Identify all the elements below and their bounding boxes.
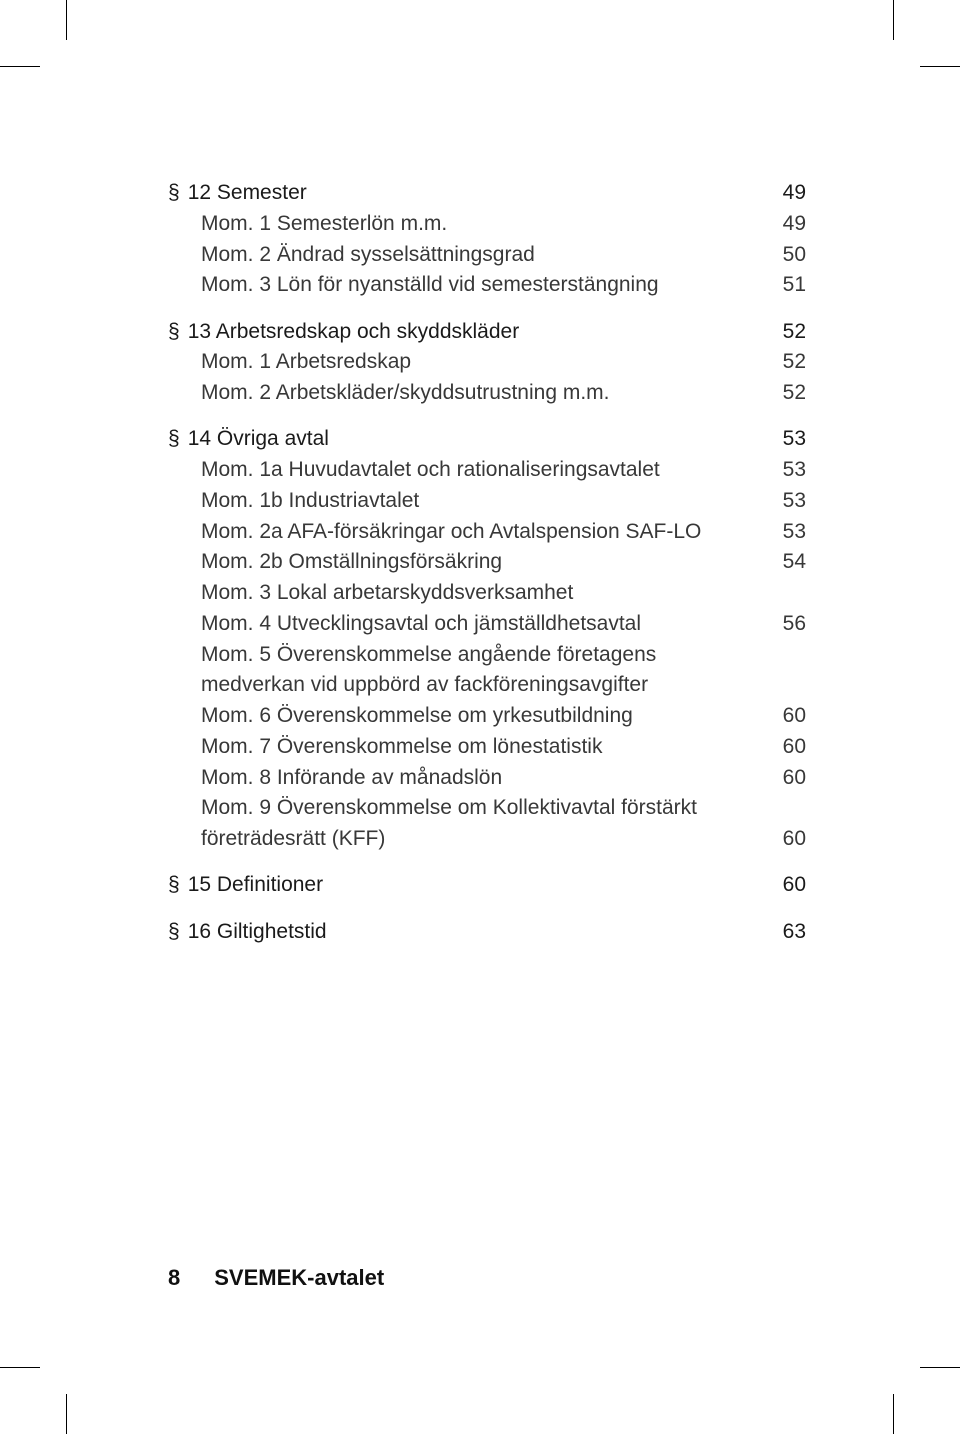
toc-sub-entry [168,793,806,824]
section-symbol: § [168,181,180,204]
toc-sub-entry-title: Mom. 2 Ändrad sysselsättningsgrad [201,242,535,266]
toc-page-number: 60 [782,734,806,758]
toc-section-14 [168,424,806,855]
toc-entry-label [168,317,519,348]
toc-sub-entry-title: Mom. 2 Arbetskläder/skyddsutrustning m.m. [201,381,610,404]
toc-entry [168,870,806,901]
toc-sub-entry [168,209,806,240]
toc-sub-entry [168,640,806,671]
page-footer [168,1264,384,1292]
toc-sub-entry [168,732,806,763]
toc-sub-entry-title: Mom. 1b Industriavtalet [201,488,420,512]
toc-sub-entry [168,609,806,640]
footer-document-title: SVEMEK-avtalet [214,1265,385,1290]
crop-mark-top-right-vertical [893,0,894,40]
toc-sub-entry-title: Mom. 4 Utvecklingsavtal och jämställdhetsavtal [201,611,642,635]
toc-sub-entry-title: Mom. 7 Överenskommelse om lönestatistik [201,734,603,758]
toc-page-number: 60 [782,827,806,850]
toc-section-12 [168,178,806,301]
toc-sub-entry [168,547,806,578]
toc-sub-entry [168,701,806,732]
crop-mark-top-right-horizontal [920,66,960,67]
crop-mark-bottom-right-vertical [893,1394,894,1434]
crop-mark-bottom-left-horizontal [0,1367,40,1368]
toc-page-number: 63 [782,919,806,943]
toc-page-number: 49 [782,181,806,204]
toc-page-number: 52 [782,319,806,343]
toc-sub-entry [168,240,806,271]
toc-page-number: 49 [782,211,806,235]
toc-entry-title: 14 Övriga avtal [187,427,329,451]
toc-sub-entry [168,455,806,486]
toc-entry [168,917,806,948]
section-symbol: § [168,319,180,343]
toc-sub-entry [168,486,806,517]
toc-entry-label [168,178,307,209]
toc-sub-entry-title: företrädesrätt (KFF) [201,827,386,850]
section-symbol: § [168,427,180,451]
toc-page-number: 53 [782,519,806,543]
toc-entry [168,178,806,209]
toc-sub-entry-title: Mom. 1a Huvudavtalet och rationaliseringsavtalet [201,458,660,481]
toc-entry-title: 12 Semester [187,181,307,204]
toc-page-number: 53 [782,427,806,451]
section-symbol: § [168,873,180,897]
toc-page-number: 60 [782,765,806,789]
toc-sub-entry [168,578,806,609]
crop-mark-bottom-right-horizontal [920,1367,960,1368]
toc-sub-entry-title: Mom. 8 Införande av månadslön [201,765,503,789]
toc-sub-entry-continued [168,824,806,855]
toc-page-number: 52 [782,350,806,374]
toc-entry-title: 13 Arbetsredskap och skyddskläder [187,319,520,343]
toc-sub-entry-continued [168,670,806,701]
toc-page-number: 54 [782,550,806,574]
toc-sub-entry [168,347,806,378]
toc-entry-title: 16 Giltighetstid [187,919,327,943]
footer-page-number: 8 [168,1265,181,1290]
crop-mark-bottom-left-vertical [66,1394,67,1434]
toc-entry-label [168,424,329,455]
toc-sub-entry-title: Mom. 6 Överenskommelse om yrkesutbildning [201,704,633,727]
toc-page-number: 53 [782,458,806,481]
toc-sub-entry-title: Mom. 5 Överenskommelse angående företagens [201,642,657,666]
toc-sub-entry [168,378,806,409]
toc-entry-label [168,917,327,948]
toc-sub-entry-title: Mom. 3 Lön för nyanställd vid semesterstängning [201,273,659,297]
toc-sub-entry-title: Mom. 1 Semesterlön m.m. [201,211,448,235]
toc-sub-entry [168,763,806,794]
toc-page-number: 52 [782,381,806,404]
toc-entry [168,317,806,348]
toc-entry-label [168,870,323,901]
toc-sub-entry-title: Mom. 2b Omställningsförsäkring [201,550,503,574]
toc-section-16 [168,917,806,948]
toc-page-number: 60 [782,873,806,897]
toc-page-number: 50 [782,242,806,266]
section-symbol: § [168,919,180,943]
toc-page-number: 51 [782,273,806,297]
toc-page-number: 60 [782,704,806,727]
toc-sub-entry-title: Mom. 2a AFA-försäkringar och Avtalspension SAF-LO [201,519,702,543]
toc-sub-entry [168,270,806,301]
toc-sub-entry-title: Mom. 9 Överenskommelse om Kollektivavtal förstärkt [201,796,697,820]
toc-sub-entry-title: Mom. 1 Arbetsredskap [201,350,412,374]
toc-sub-entry-title: medverkan vid uppbörd av fackföreningsavgifter [201,673,649,697]
toc-section-13 [168,317,806,409]
toc-sub-entry-title: Mom. 3 Lokal arbetarskyddsverksamhet [201,581,574,604]
toc-sub-entry [168,517,806,548]
toc-page-number: 53 [782,488,806,512]
toc-entry-title: 15 Definitioner [187,873,324,897]
toc-section-15 [168,870,806,901]
toc-page-number: 56 [782,611,806,635]
toc-entry [168,424,806,455]
crop-mark-top-left-vertical [66,0,67,40]
crop-mark-top-left-horizontal [0,66,40,67]
table-of-contents [168,178,806,947]
